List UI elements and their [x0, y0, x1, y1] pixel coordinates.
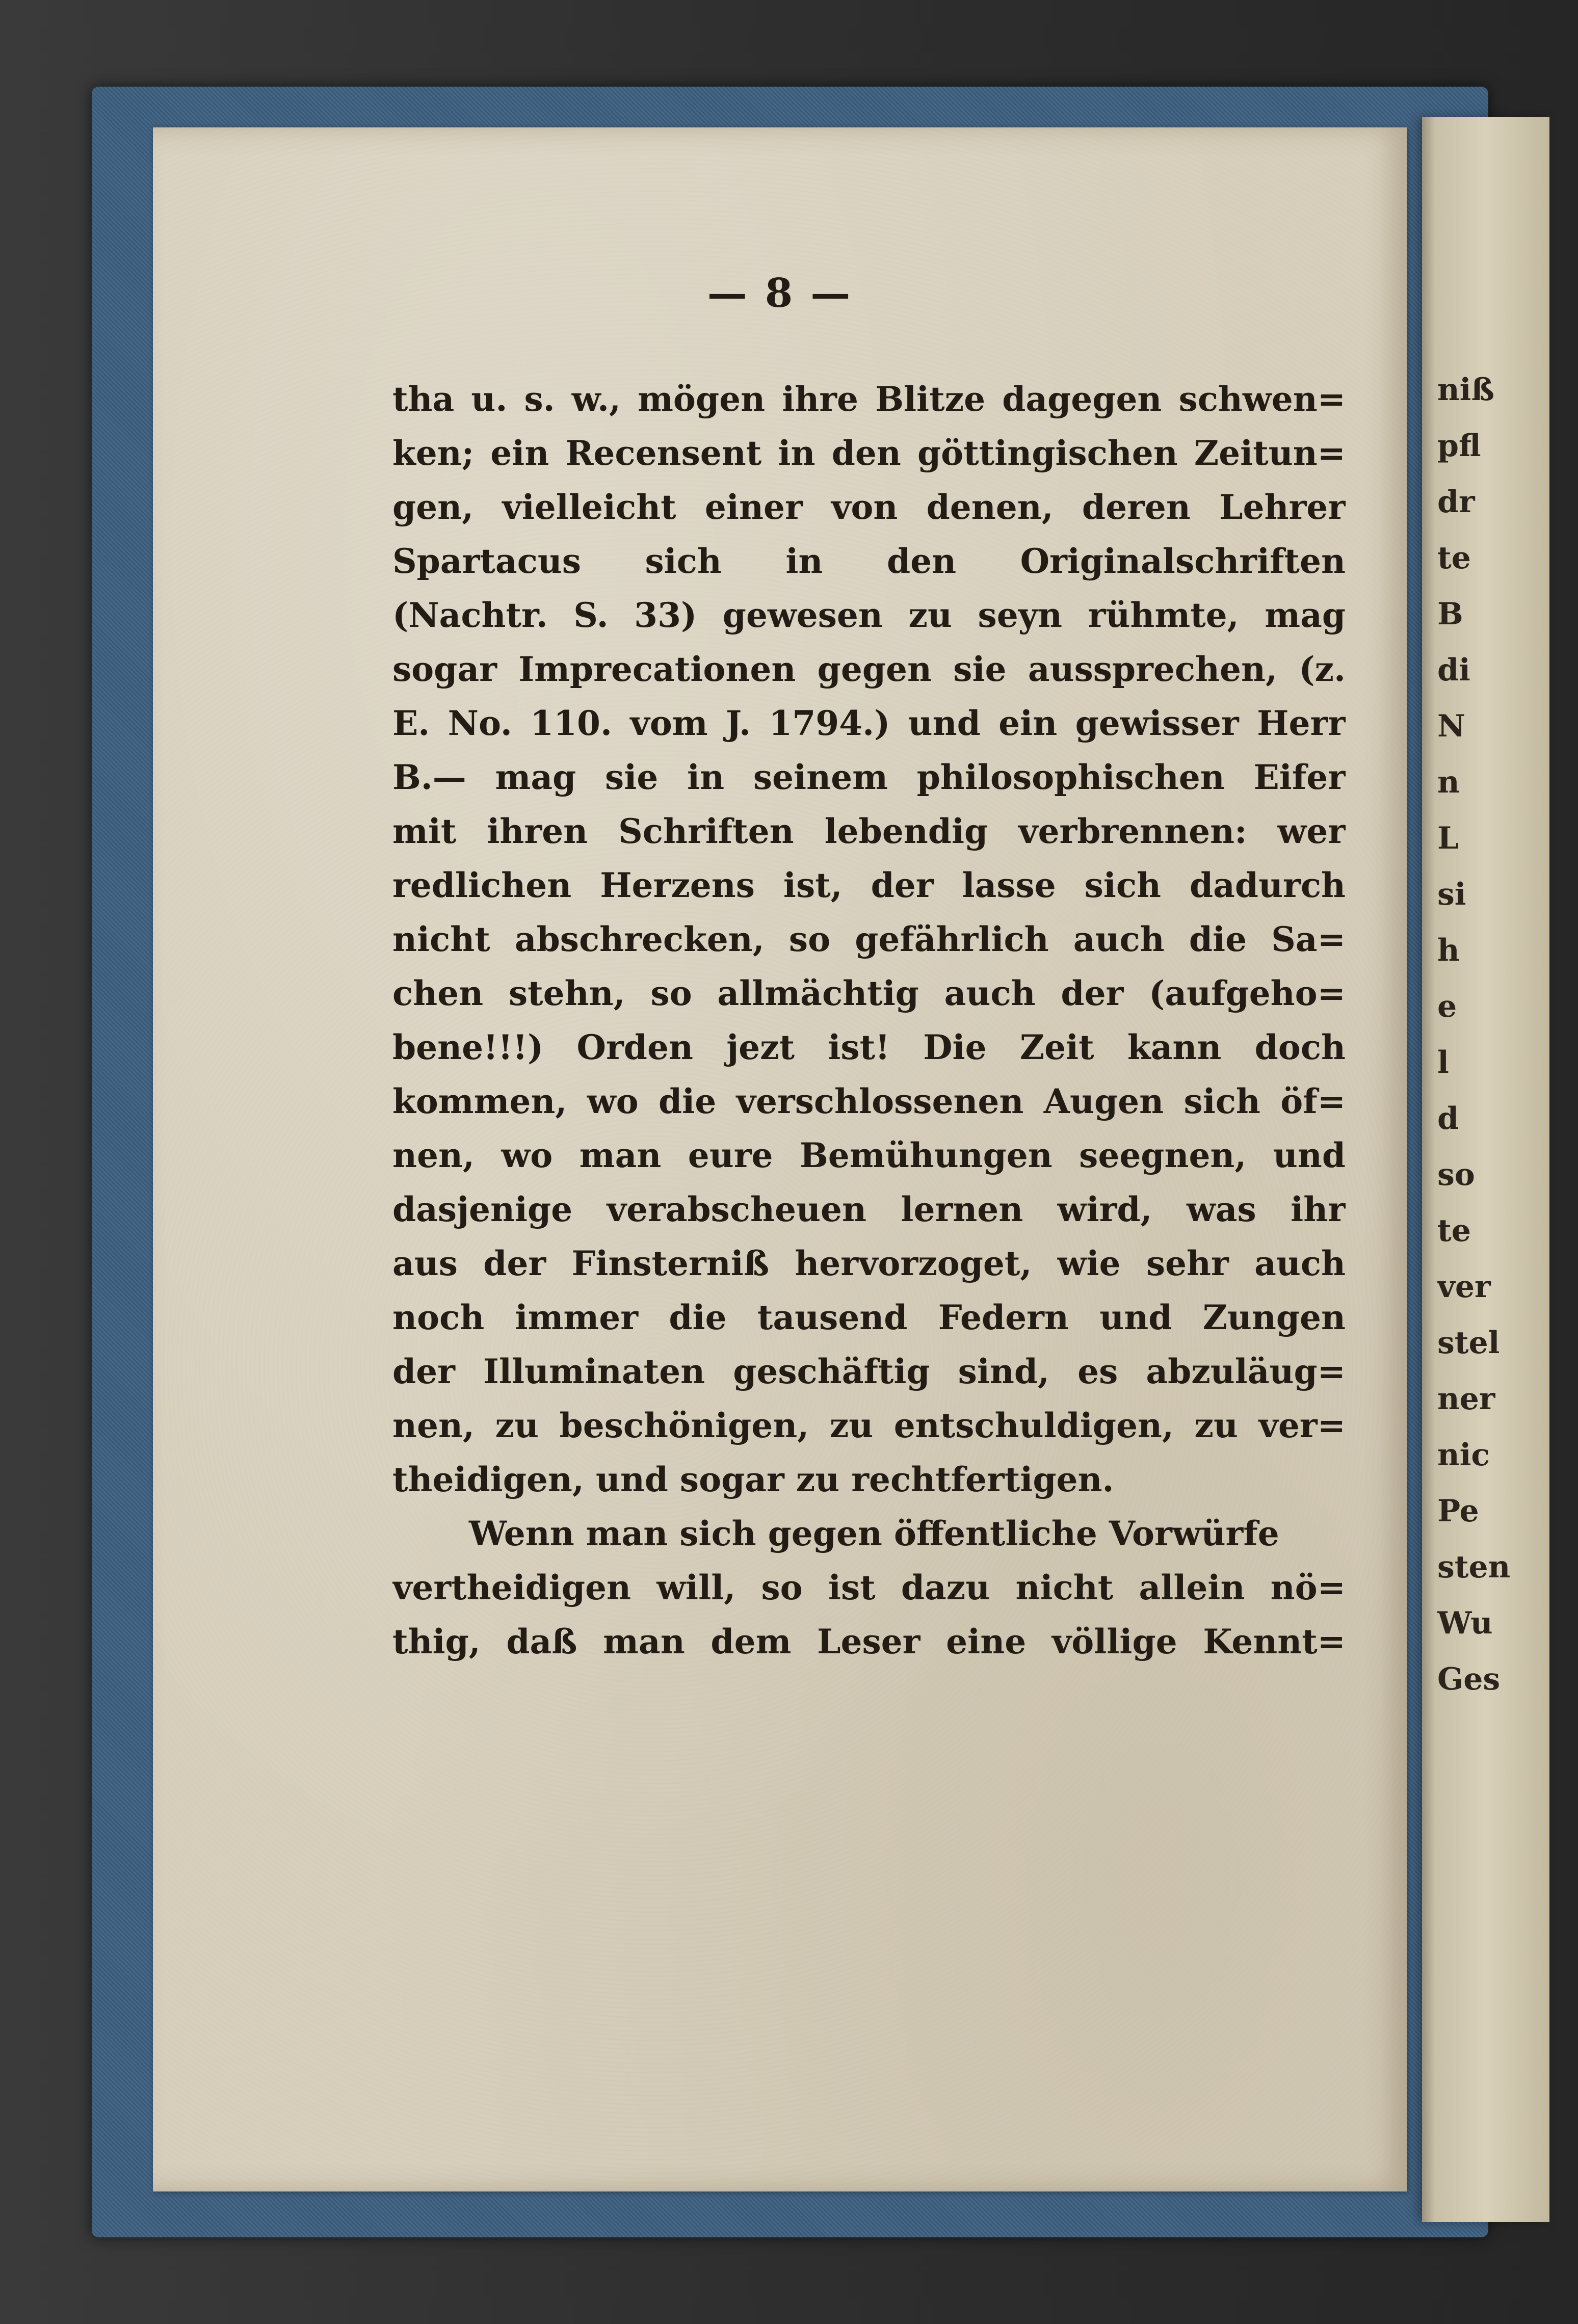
- facing-fragment: so: [1437, 1157, 1475, 1193]
- text-line: ken; ein Recensent in den göttingischen Zeitun=: [392, 433, 1346, 473]
- facing-fragment: n: [1437, 764, 1460, 800]
- facing-fragment: d: [1437, 1101, 1459, 1137]
- text-line: kommen, wo die verschlossenen Augen sich öf=: [392, 1081, 1346, 1121]
- facing-fragment: ver: [1437, 1269, 1491, 1305]
- text-line: thig, daß man dem Leser eine völlige Kennt=: [392, 1622, 1346, 1661]
- text-line: gen, vielleicht einer von denen, deren Lehrer: [392, 487, 1346, 527]
- facing-fragment: stel: [1437, 1325, 1500, 1361]
- page-number: — 8 —: [707, 270, 853, 316]
- text-line: sogar Imprecationen gegen sie aussprechen, (z.: [392, 649, 1346, 689]
- text-line: Spartacus sich in den Originalschriften: [392, 541, 1346, 581]
- book-page: [153, 127, 1407, 2191]
- text-line: nicht abschrecken, so gefährlich auch die Sa=: [392, 919, 1346, 959]
- facing-fragment: nic: [1437, 1437, 1490, 1473]
- facing-fragment: L: [1437, 821, 1459, 856]
- text-line: aus der Finsterniß hervorzoget, wie sehr auch: [392, 1244, 1346, 1283]
- text-line: nen, wo man eure Bemühungen seegnen, und: [392, 1135, 1346, 1175]
- facing-fragment: te: [1437, 1213, 1471, 1249]
- facing-fragment: sten: [1437, 1549, 1511, 1585]
- body-text: [392, 372, 1346, 1669]
- text-line: tha u. s. w., mögen ihre Blitze dagegen schwen=: [392, 379, 1346, 419]
- facing-fragment: di: [1437, 652, 1470, 688]
- text-line: vertheidigen will, so ist dazu nicht allein nö=: [392, 1568, 1346, 1607]
- text-line: noch immer die tausend Federn und Zungen: [392, 1298, 1346, 1337]
- facing-fragment: h: [1437, 933, 1460, 968]
- text-line: B.— mag sie in seinem philosophischen Eifer: [392, 757, 1346, 797]
- text-line: (Nachtr. S. 33) gewesen zu seyn rühmte, mag: [392, 595, 1346, 635]
- facing-fragment: te: [1437, 540, 1471, 576]
- text-line: dasjenige verabscheuen lernen wird, was ihr: [392, 1190, 1346, 1229]
- text-line: chen stehn, so allmächtig auch der (aufgeho=: [392, 973, 1346, 1013]
- facing-fragment: niß: [1437, 372, 1495, 408]
- facing-page-edge: [1422, 117, 1549, 2222]
- facing-fragment: N: [1437, 708, 1465, 744]
- text-line: redlichen Herzens ist, der lasse sich dadurch: [392, 865, 1346, 905]
- facing-fragment: B: [1437, 596, 1463, 632]
- facing-fragment: si: [1437, 877, 1466, 912]
- text-line: theidigen, und sogar zu rechtfertigen.: [392, 1460, 1114, 1499]
- facing-fragment: dr: [1437, 484, 1475, 520]
- text-line: nen, zu beschönigen, zu entschuldigen, zu ver=: [392, 1406, 1346, 1445]
- facing-fragment: l: [1437, 1045, 1449, 1080]
- facing-fragment: Ges: [1437, 1661, 1501, 1697]
- facing-fragment: Pe: [1437, 1493, 1479, 1529]
- text-line: bene!!!) Orden jezt ist! Die Zeit kann doch: [392, 1027, 1346, 1067]
- text-line: der Illuminaten geschäftig sind, es abzuläug=: [392, 1352, 1346, 1391]
- text-line: mit ihren Schriften lebendig verbrennen: wer: [392, 811, 1346, 851]
- facing-fragment: pfl: [1437, 428, 1481, 464]
- facing-fragment: ner: [1437, 1381, 1495, 1417]
- facing-fragment: Wu: [1437, 1605, 1493, 1641]
- text-line: Wenn man sich gegen öffentliche Vorwürfe: [469, 1514, 1279, 1553]
- facing-fragment: e: [1437, 989, 1457, 1024]
- text-line: E. No. 110. vom J. 1794.) und ein gewisser Herr: [392, 703, 1346, 743]
